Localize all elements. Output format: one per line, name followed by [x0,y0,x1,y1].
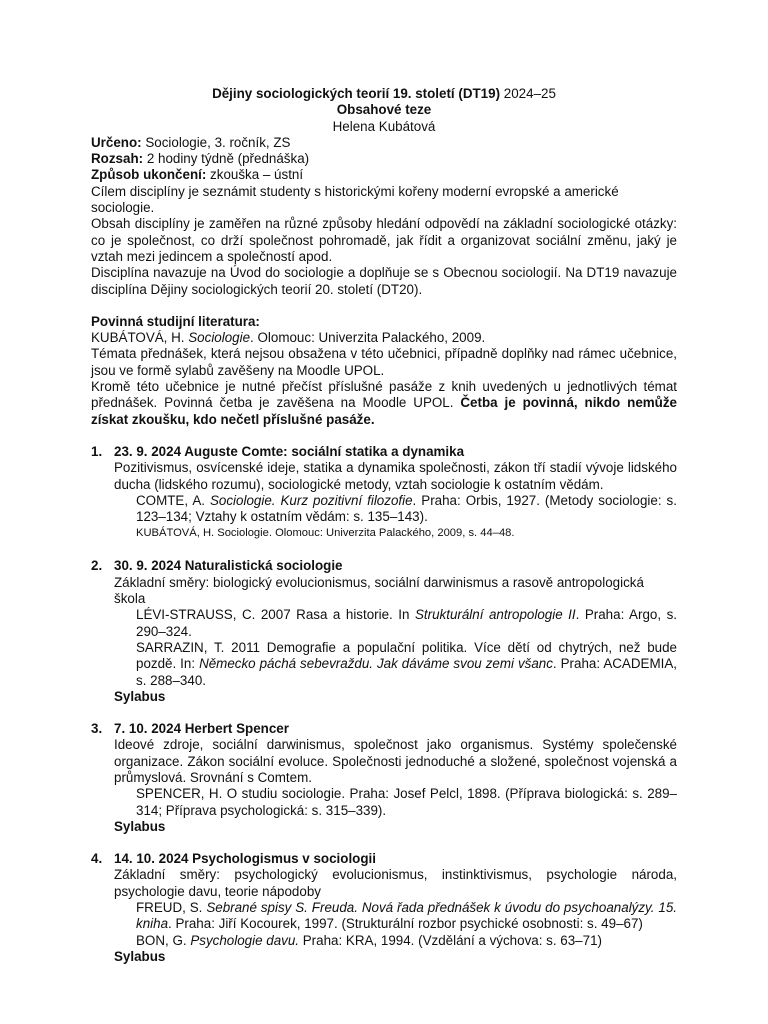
meta-zpusob: Způsob ukončení: zkouška – ústní [91,167,304,183]
topic-title: 23. 9. 2024 Auguste Comte: sociální statika a dynamika [114,443,465,459]
topic-reference: COMTE, A. Sociologie. Kurz pozitivní filozofie. Praha: Orbis, 1927. (Metody sociologie: s. 123–134; Vztahy k ostatním vědám: s. 135–143). [136,492,677,525]
topic-reference: KUBÁTOVÁ, H. Sociologie. Olomouc: Univerzita Palackého, 2009, s. 44–48. [136,527,515,540]
topic-title: 7. 10. 2024 Herbert Spencer [114,721,289,737]
document-subtitle: Obsahové teze [336,102,432,118]
syllabus-label: Sylabus [114,688,166,704]
literature-paragraph: Kromě této učebnice je nutné přečíst příslušné pasáže z knih uvedených u jednotlivých témat přednášek. Povinná četba je zavěšena na Moodle UPOL. Četba je povinná, nikdo nemůže získat zkoušku, kdo nečetl příslušné pasáže. [91,379,677,427]
topic-description: Pozitivismus, osvícenské ideje, statika a dynamika společnosti, zákon tří stadií vývoje lidského ducha (lidského rozumu), sociologické metody, vztah sociologie k ostatním vědám. [114,460,677,492]
topic-reference: FREUD, S. Sebrané spisy S. Freuda. Nová řada přednášek k úvodu do psychoanalýzy. 15. kniha. Praha: Jiří Kocourek, 1997. (Strukturální rozbor psychické osobnosti: s. 49–67) [136,900,677,932]
topic-number: 2. [91,558,103,574]
document-title: Dějiny sociologických teorií 19. století (DT19) 2024–25 [212,86,556,101]
intro-paragraph: Obsah disciplíny je zaměřen na různé způsoby hledání odpovědí na základní sociologické otázky: co je společnost, co drží společnost pohromadě, jak řídit a organizovat sociální změnu, jaký je vztah mezi jedincem a společností apod. [91,216,677,264]
topic-title: 14. 10. 2024 Psychologismus v sociologii [114,851,376,867]
syllabus-label: Sylabus [114,948,166,964]
meta-urceno: Určeno: Sociologie, 3. ročník, ZS [91,134,291,150]
topic-description: Základní směry: biologický evolucionismus, sociální darwinismus a rasově antropologická škola [114,574,644,607]
topic-reference: LÉVI-STRAUSS, C. 2007 Rasa a historie. In Strukturální antropologie II. Praha: Argo, s. 290–324. [136,607,677,639]
meta-rozsah: Rozsah: 2 hodiny týdně (přednáška) [91,151,310,167]
topic-item [91,558,677,705]
topic-title: 30. 9. 2024 Naturalistická sociologie [114,558,343,574]
intro-paragraph: Disciplína navazuje na Úvod do sociologie a doplňuje se s Obecnou sociologií. Na DT19 navazuje disciplína Dějiny sociologických teorií 20. století (DT20). [91,265,677,297]
topic-item [91,444,677,542]
topic-number: 1. [91,443,103,459]
literature-heading: Povinná studijní literatura: [91,313,260,329]
document-page [91,86,677,965]
syllabus-label: Sylabus [114,818,166,834]
literature-paragraph: Témata přednášek, která nejsou obsažena v této učebnici, případně doplňky nad rámec učebnice, jsou ve formě sylabů zavěšeny na Moodle UPOL. [91,346,677,378]
document-author: Helena Kubátová [332,118,436,134]
topic-number: 4. [91,851,103,867]
topic-reference: BON, G. Psychologie davu. Praha: KRA, 1994. (Vzdělání a výchova: s. 63–71) [136,932,602,948]
topic-item [91,721,677,835]
literature-main-book: KUBÁTOVÁ, H. Sociologie. Olomouc: Univerzita Palackého, 2009. [91,330,486,346]
topic-item [91,851,677,965]
topic-reference: SARRAZIN, T. 2011 Demografie a populační politika. Více dětí od chytrých, než bude pozdě. In: Německo páchá sebevraždu. Jak dáváme svou zemi všanc. Praha: ACADEMIA, s. 288–340. [136,639,677,688]
intro-paragraph: Cílem disciplíny je seznámit studenty s historickými kořeny moderní evropské a americké sociologie. [91,183,619,216]
topic-description: Ideové zdroje, sociální darwinismus, společnost jako organismus. Systémy společenské organizace. Zákon sociální evoluce. Společnosti jednoduché a složené, společnost vojenská a průmyslová. Srovnání s Comtem. [114,737,677,785]
topic-description: Základní směry: psychologický evolucionismus, instinktivismus, psychologie národa, psychologie davu, teorie nápodoby [114,867,677,899]
topic-reference: SPENCER, H. O studiu sociologie. Praha: Josef Pelcl, 1898. (Příprava biologická: s. 289–314; Příprava psychologická: s. 315–339). [136,786,677,818]
topic-number: 3. [91,721,103,737]
